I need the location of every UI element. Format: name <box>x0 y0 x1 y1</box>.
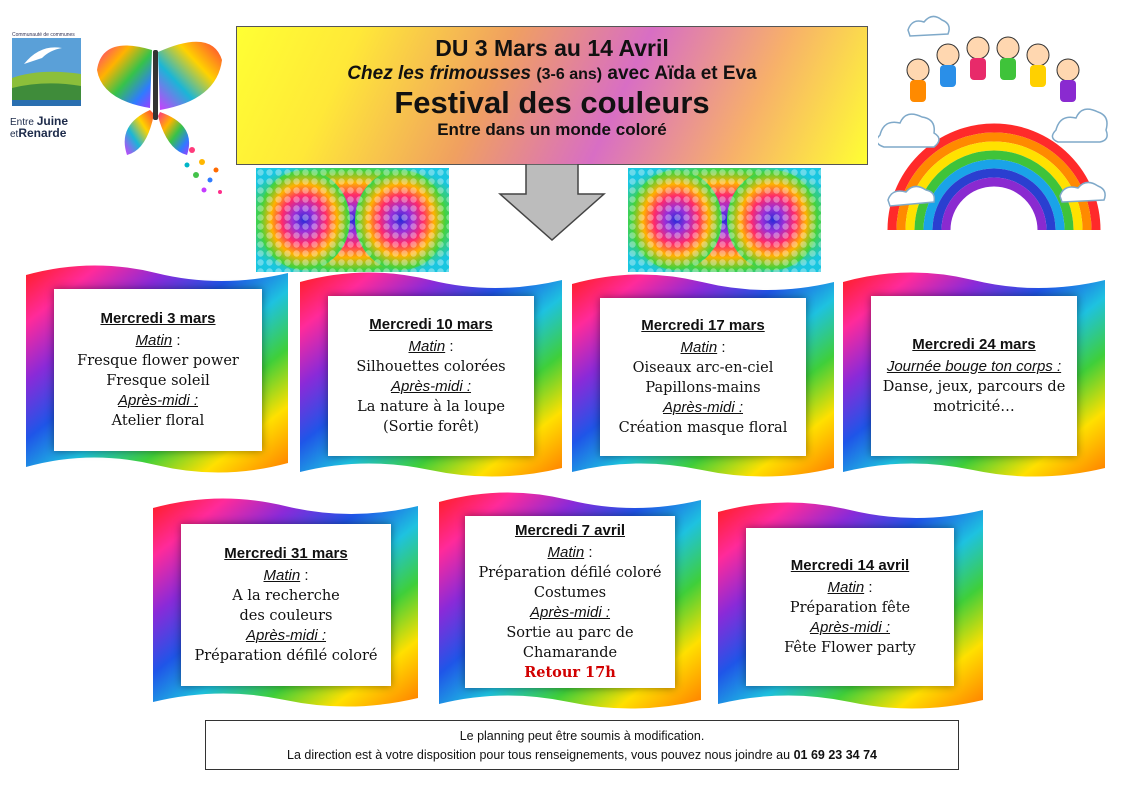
logo-top-text: Communauté de communes <box>12 32 75 38</box>
activity: La nature à la loupe <box>357 399 505 415</box>
activity: (Sortie forêt) <box>383 419 479 435</box>
activity: motricité… <box>933 399 1015 415</box>
morning-label: Matin <box>680 339 718 356</box>
activity: Préparation défilé coloré <box>478 565 662 581</box>
activity: Danse, jeux, parcours de <box>882 379 1066 395</box>
rainbow-kids-illustration <box>878 10 1110 230</box>
activity-card: Mercredi 3 mars Matin : Fresque flower power Fresque soleil Après-midi : Atelier floral <box>26 263 288 476</box>
activity-card: Mercredi 10 mars Matin : Silhouettes colorées Après-midi : La nature à la loupe (Sortie forêt) <box>300 270 562 480</box>
logo-line2: et <box>10 129 19 140</box>
activity: Oiseaux arc-en-ciel <box>632 360 774 376</box>
card-date: Mercredi 24 mars <box>912 336 1036 353</box>
rainbow-swirl-pattern-left <box>256 168 449 272</box>
logo-line1: Entre <box>10 117 34 128</box>
activity: Création masque floral <box>618 420 788 436</box>
activity: Préparation défilé coloré <box>194 648 378 664</box>
footer-notice <box>205 720 959 770</box>
butterfly-icon <box>92 30 232 200</box>
activity-card <box>843 270 1105 480</box>
phone-number: 01 69 23 34 74 <box>793 748 877 762</box>
activity: Costumes <box>533 585 607 601</box>
activity: Fête Flower party <box>784 640 916 656</box>
return-time-note: Retour 17h <box>524 664 616 681</box>
logo-line1-bold: Juine <box>36 114 69 128</box>
activity: Fresque soleil <box>106 373 210 389</box>
activity-card: Mercredi 17 mars Matin : Oiseaux arc-en-ciel Papillons-mains Après-midi : Création masque floral <box>572 272 834 480</box>
group-name: Chez les frimousses <box>347 63 532 84</box>
activity: Atelier floral <box>111 413 205 429</box>
activity: Fresque flower power <box>77 353 239 369</box>
footer-line2: La direction est à votre disposition pour tous renseignements, vous pouvez nous joindre au <box>287 748 791 762</box>
activity: Préparation fête <box>789 600 911 616</box>
activity-card: Mercredi 31 mars Matin : A la recherche des couleurs Après-midi : Préparation défilé coloré <box>153 496 418 710</box>
page-subtitle: Entre dans un monde coloré <box>437 120 667 139</box>
morning-label: Matin <box>263 567 301 584</box>
logo-line2-bold: Renarde <box>18 126 67 140</box>
card-date: Mercredi 3 mars <box>100 310 216 327</box>
group-age: (3-6 ans) <box>536 66 603 83</box>
day-label: Journée bouge ton corps : <box>886 358 1062 375</box>
logo <box>10 30 83 146</box>
header-banner <box>236 26 868 165</box>
footer-line1: Le planning peut être soumis à modification. <box>459 729 705 743</box>
morning-label: Matin <box>135 332 173 349</box>
down-arrow-icon <box>498 164 606 242</box>
morning-label: Matin <box>827 579 865 596</box>
activity: des couleurs <box>239 608 333 624</box>
afternoon-label: Après-midi : <box>390 378 472 395</box>
card-date: Mercredi 17 mars <box>641 317 765 334</box>
rainbow-swirl-pattern-right <box>628 168 821 272</box>
activity: Chamarande <box>522 645 618 661</box>
afternoon-label: Après-midi : <box>529 604 611 621</box>
activity: Papillons-mains <box>645 380 761 396</box>
activity: Silhouettes colorées <box>356 359 506 375</box>
card-date: Mercredi 7 avril <box>514 522 626 539</box>
activity-card: Mercredi 7 avril Matin : Préparation défilé coloré Costumes Après-midi : Sortie au parc de Chamarande Retour 17h <box>439 490 701 712</box>
card-date: Mercredi 31 mars <box>224 545 348 562</box>
morning-label: Matin <box>547 544 585 561</box>
afternoon-label: Après-midi : <box>117 392 199 409</box>
card-date: Mercredi 10 mars <box>369 316 493 333</box>
activity: Sortie au parc de <box>506 625 634 641</box>
afternoon-label: Après-midi : <box>662 399 744 416</box>
group-leaders: avec Aïda et Eva <box>607 63 757 84</box>
card-date: Mercredi 14 avril <box>790 557 910 574</box>
morning-label: Matin <box>408 338 446 355</box>
activity: A la recherche <box>232 588 340 604</box>
afternoon-label: Après-midi : <box>245 627 327 644</box>
page-title: Festival des couleurs <box>394 85 710 120</box>
logo-landscape-icon <box>10 34 83 116</box>
date-range: DU 3 Mars au 14 Avril <box>435 35 669 61</box>
group-line <box>237 63 867 85</box>
activity-card: Mercredi 14 avril Matin : Préparation fête Après-midi : Fête Flower party <box>718 500 983 712</box>
afternoon-label: Après-midi : <box>809 619 891 636</box>
